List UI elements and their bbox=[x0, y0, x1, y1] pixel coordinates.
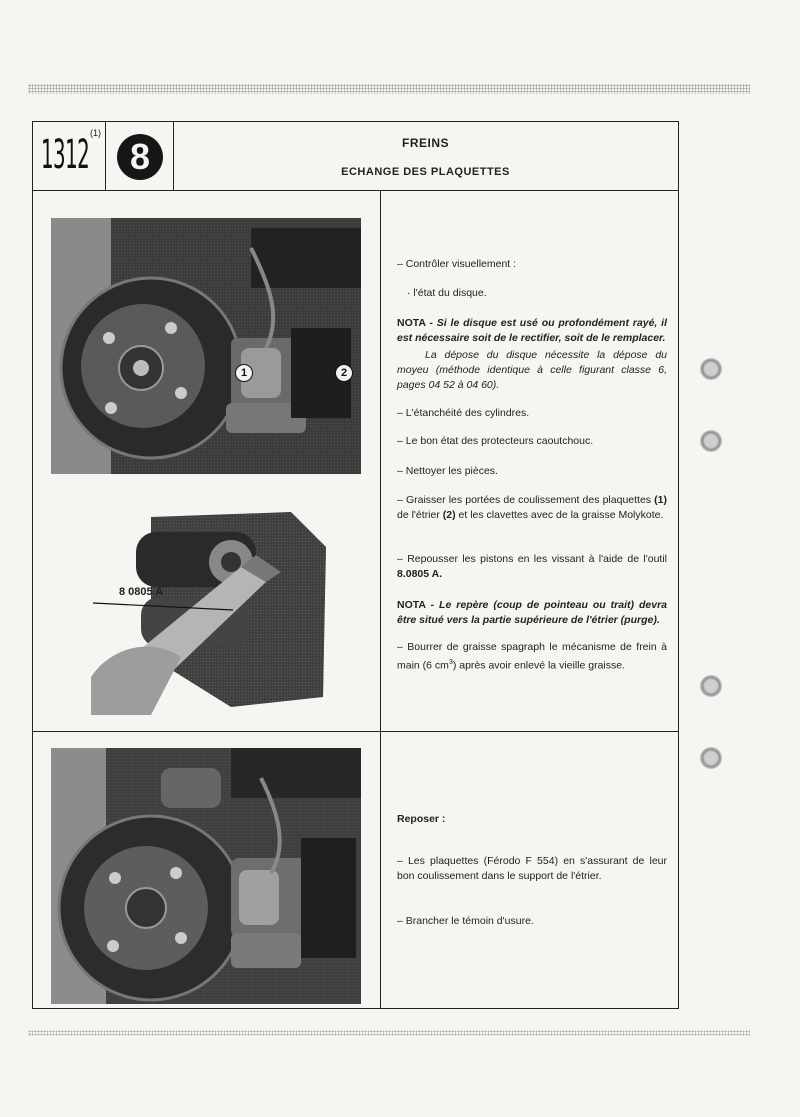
nota-label: NOTA - bbox=[397, 599, 435, 611]
bottom-dot-border bbox=[28, 1030, 750, 1036]
punch-hole bbox=[700, 747, 722, 769]
check-disc-item: · l'état du disque. bbox=[407, 287, 487, 299]
handbrake-text-b: ) après avoir enlevé la vieille graisse. bbox=[452, 659, 626, 672]
piston-tool: 8.0805 A. bbox=[397, 568, 443, 580]
grease-text-a: – Graisser les portées de coulissement des plaquettes bbox=[397, 494, 652, 506]
header-divider-v bbox=[105, 122, 106, 190]
header-divider bbox=[33, 190, 678, 191]
reposer-heading: Reposer : bbox=[397, 813, 446, 825]
nota-disc bbox=[397, 316, 667, 346]
column-divider bbox=[380, 190, 381, 1008]
brake-disc-photo bbox=[51, 218, 361, 474]
piston-instruction bbox=[397, 552, 667, 582]
reposer-wear-indicator: – Brancher le témoin d'usure. bbox=[397, 915, 534, 927]
header-divider-v bbox=[173, 122, 174, 190]
check-cylinders: – L'étanchéité des cylindres. bbox=[397, 407, 530, 419]
page-title: FREINS bbox=[401, 136, 449, 150]
nota-label: NOTA - bbox=[397, 317, 433, 329]
grease-text-b: de l'étrier bbox=[397, 509, 443, 521]
handbrake-text-a: – Bourrer de graisse spagraph le mécanisme de frein à main (6 cm bbox=[397, 641, 667, 672]
grease-instruction bbox=[397, 493, 667, 523]
punch-hole bbox=[700, 430, 722, 452]
punch-hole bbox=[700, 675, 722, 697]
handbrake-grease bbox=[397, 640, 667, 674]
reposer-pads: – Les plaquettes (Férodo F 554) en s'assurant de leur bon coulissement dans le support de l'étrier. bbox=[397, 855, 667, 882]
callout-1: 1 bbox=[235, 364, 253, 382]
nota-mark bbox=[397, 598, 667, 628]
piston-text: – Repousser les pistons en les vissant à l'aide de l'outil bbox=[397, 553, 667, 565]
nota-disc-para2: La dépose du disque nécessite la dépose du moyeu (méthode identique à celle figurant classe 6, pages 04 52 à 04 60). bbox=[397, 349, 667, 391]
tool-label: 8 0805 A bbox=[119, 586, 164, 598]
reposer-brake-photo bbox=[51, 748, 361, 1004]
callout-2: 2 bbox=[335, 364, 353, 382]
check-visual-heading: – Contrôler visuellement : bbox=[397, 258, 517, 270]
reference-footnote: (1) bbox=[90, 128, 101, 138]
section-divider bbox=[33, 731, 678, 732]
section-badge: 8 bbox=[117, 134, 163, 180]
document-frame bbox=[32, 121, 679, 1009]
page-subtitle: ECHANGE DES PLAQUETTES bbox=[341, 166, 510, 178]
handbrake-sup: 3 bbox=[448, 659, 453, 666]
check-rubber: – Le bon état des protecteurs caoutchouc. bbox=[397, 435, 594, 447]
top-dot-border bbox=[28, 84, 750, 94]
grease-text-c: et les clavettes avec de la graisse bbox=[455, 509, 616, 521]
clean-parts: – Nettoyer les pièces. bbox=[397, 465, 498, 477]
nota-mark-text: Le repère (coup de pointeau ou trait) devra être situé vers la partie supérieure de l'étrier (purge). bbox=[397, 599, 667, 626]
punch-hole bbox=[700, 358, 722, 380]
reference-number: 1312 bbox=[41, 132, 90, 178]
grease-ref-1: (1) bbox=[654, 494, 667, 506]
grease-ref-2: (2) bbox=[442, 509, 456, 521]
grease-text-d: Molykote. bbox=[618, 509, 664, 521]
tool-leader-line bbox=[93, 602, 233, 612]
nota-disc-text: Si le disque est usé ou profondément rayé, il est nécessaire soit de le rectifier, soit de le remplacer. bbox=[397, 317, 667, 344]
